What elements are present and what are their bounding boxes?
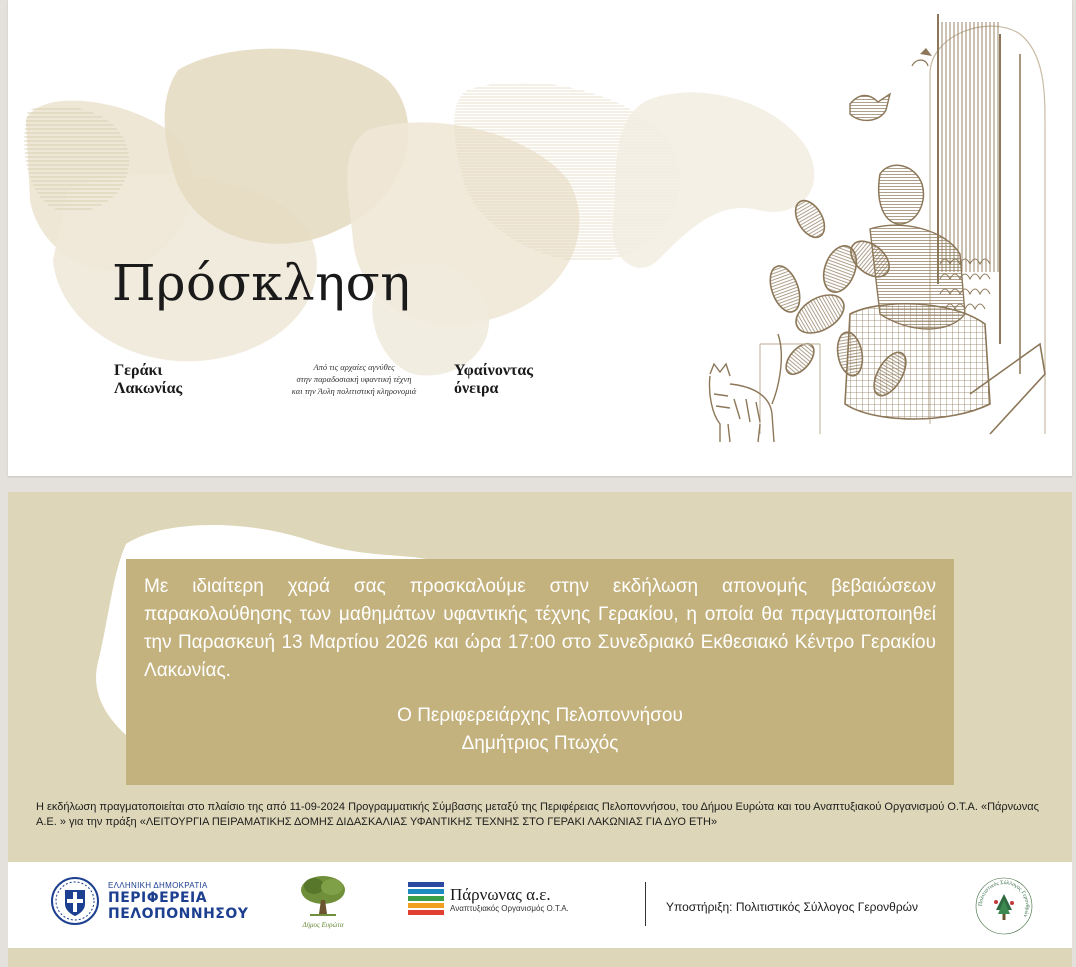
- signer-name: Δημήτριος Πτωχός: [461, 733, 619, 754]
- municipality-logo: Δήμος Ευρώτα: [296, 874, 350, 929]
- olive-tree-icon: [296, 874, 350, 918]
- invitation-message: Με ιδιαίτερη χαρά σας προσκαλούμε στην εκδήλωση απονομής βεβαιώσεων παρακολούθησης των μαθημάτων υφαντικής τέχνης Γερακίου, η οποία θα πραγματοποιηθεί την Παρασκευή 13 Μαρτίου 2026 και ώρα 17:00 στο Συνεδριακό Εκθεσιακό Κέντρο Γερακίου Λακωνίας.: [144, 576, 936, 681]
- signature-block: [144, 702, 936, 758]
- program-note: Η εκδήλωση πραγματοποιείται στο πλαίσιο της από 11-09-2024 Προγραμματικής Σύμβασης μεταξύ της Περιφέρειας Πελοποννήσου, του Δήμου Ευρώτα και του Αναπτυξιακού Οργανισμού Ο.Τ.Α. «Πάρνωνας Α.Ε. » για την πράξη «ΛΕΙΤΟΥΡΓΙΑ ΠΕΙΡΑΜΑΤΙΚΗΣ ΔΟΜΗΣ ΔΙΔΑΣΚΑΛΙΑΣ ΥΦΑΝΤΙΚΗΣ ΤΕΧΝΗΣ ΣΤΟ ΓΕΡΑΚΙ ΛΑΚΩΝΙΑΣ ΓΙΑ ΔΥΟ ΕΤΗ»: [36, 801, 1039, 828]
- tagline: Από τις αρχαίες αγνύθες στην παραδοσιακή υφαντική τέχνη και την Άυλη πολιτιστική κληρονομιά: [291, 362, 417, 396]
- motto: Υφαίνοντας όνειρα: [454, 362, 534, 397]
- parnonas-stripes-icon: [408, 882, 444, 916]
- signer-title: Ο Περιφερειάρχης Πελοποννήσου: [397, 705, 683, 726]
- sponsor-logos: [8, 862, 1072, 948]
- weaver-illustration: [700, 14, 1060, 454]
- cat-drawing: [709, 334, 781, 442]
- svg-text:Πολιτιστικός Σύλλογος Γερονθρώ: Πολιτιστικός Σύλλογος Γερονθρών: [977, 879, 1031, 918]
- invitation-message-box: [126, 559, 954, 785]
- invitation-cover: [8, 0, 1072, 476]
- invitation-title: Πρόσκληση: [112, 254, 411, 312]
- logo-divider: [645, 882, 646, 926]
- parnonas-logo: Πάρνωνας α.ε. Αναπτυξιακός Οργανισμός Ο.Τ.Α.: [408, 882, 569, 916]
- greek-emblem-icon: [50, 876, 100, 926]
- invitation-details: [8, 492, 1072, 967]
- support-credit: Υποστήριξη: Πολιτιστικός Σύλλογος Γερονθρών: [666, 900, 919, 914]
- place-name: Γεράκι Λακωνίας: [114, 362, 183, 397]
- region-peloponnese-logo: ΕΛΛΗΝΙΚΗ ΔΗΜΟΚΡΑΤΙΑ ΠΕΡΙΦΕΡΕΙΑ ΠΕΛΟΠΟΝΝΗΣΟΥ: [50, 876, 248, 926]
- association-seal-icon: [974, 876, 1034, 936]
